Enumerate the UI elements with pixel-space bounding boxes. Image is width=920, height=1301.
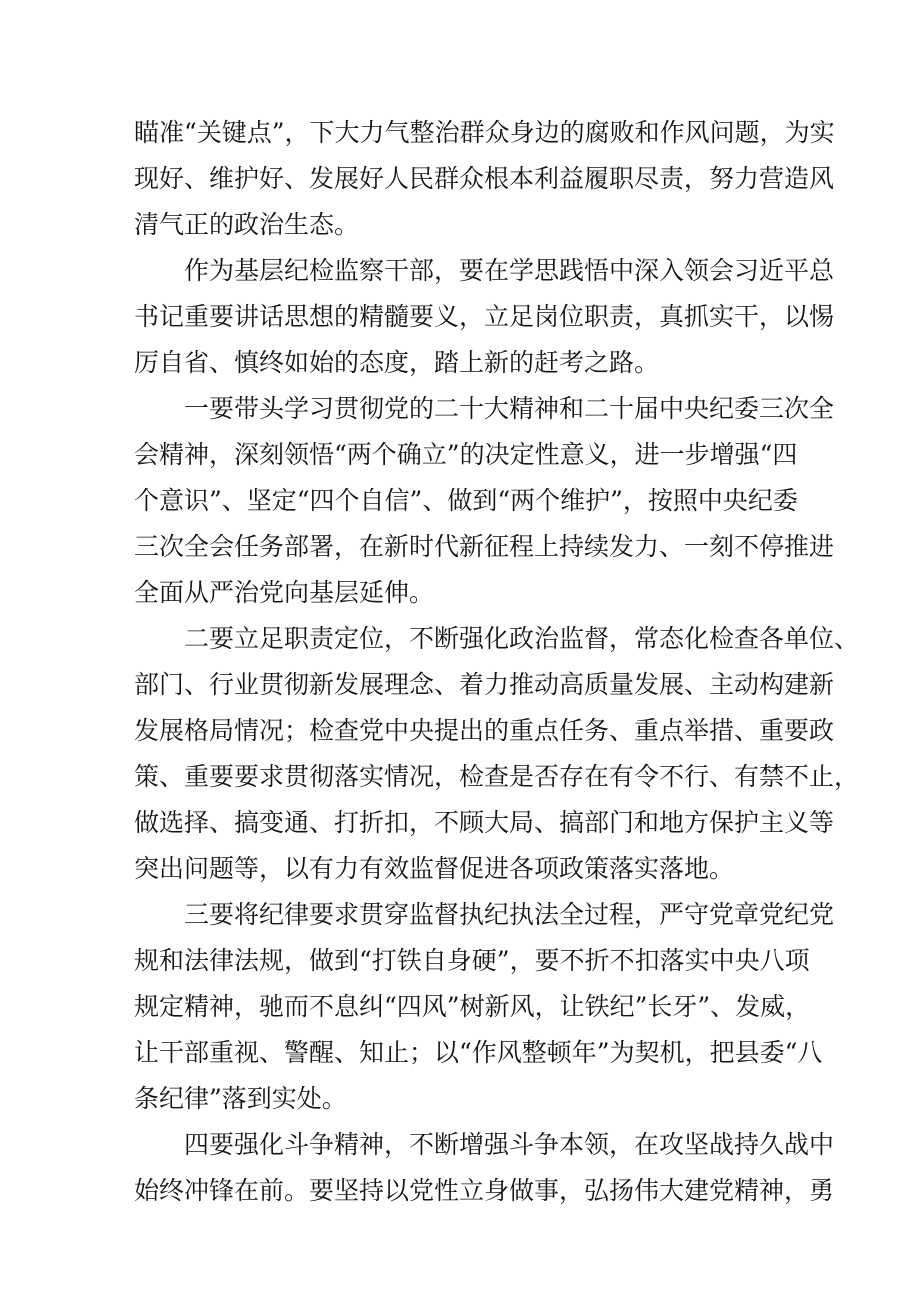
paragraph: [134, 386, 835, 616]
paragraph: [134, 616, 860, 892]
text-line: 全面从严治党向基层延伸。: [134, 578, 435, 607]
text-line: 瞄准“关键点”，下大力气整治群众身边的腐败和作风问题，为实: [134, 118, 835, 147]
text-line: 个意识”、坚定“四个自信”、做到“两个维护”，按照中央纪委: [134, 486, 798, 515]
text-line: 厉自省、慎终如始的态度，踏上新的赶考之路。: [134, 348, 660, 377]
text-line: 让干部重视、警醒、知止；以“作风整顿年”为契机，把县委“八: [134, 1038, 823, 1067]
text-line: 会精神，深刻领悟“两个确立”的决定性意义，进一步增强“四: [134, 440, 798, 469]
text-line: 做选择、搞变通、打折扣，不顾大局、搞部门和地方保护主义等: [134, 808, 835, 837]
text-line: 清气正的政治生态。: [134, 210, 360, 239]
text-line: 条纪律”落到实处。: [134, 1084, 347, 1113]
text-line: 二要立足职责定位，不断强化政治监督，常态化检查各单位、: [184, 624, 860, 653]
text-line: 三次全会任务部署，在新时代新征程上持续发力、一刻不停推进: [134, 532, 835, 561]
paragraph: [134, 248, 835, 386]
text-line: 始终冲锋在前。要坚持以党性立身做事，弘扬伟大建党精神，勇: [134, 1176, 835, 1205]
text-line: 书记重要讲话思想的精髓要义，立足岗位职责，真抓实干，以惕: [134, 302, 835, 331]
text-line: 现好、维护好、发展好人民群众根本利益履职尽责，努力营造风: [134, 164, 835, 193]
text-line: 一要带头学习贯彻党的二十大精神和二十届中央纪委三次全: [184, 394, 835, 423]
text-line: 规定精神，驰而不息纠“四风”树新风，让铁纪”长牙”、发威，: [134, 992, 811, 1021]
paragraph: [134, 110, 835, 248]
text-line: 作为基层纪检监察干部，要在学思践悟中深入领会习近平总: [184, 256, 835, 285]
text-line: 突出问题等，以有力有效监督促进各项政策落实落地。: [134, 854, 735, 883]
text-line: 三要将纪律要求贯穿监督执纪执法全过程，严守党章党纪党: [184, 900, 835, 929]
text-line: 四要强化斗争精神，不断增强斗争本领，在攻坚战持久战中: [184, 1130, 835, 1159]
text-line: 策、重要要求贯彻落实情况，检查是否存在有令不行、有禁不止，: [134, 762, 860, 791]
text-line: 规和法律法规，做到“打铁自身硬”，要不折不扣落实中央八项: [134, 946, 810, 975]
text-line: 部门、行业贯彻新发展理念、着力推动高质量发展、主动构建新: [134, 670, 835, 699]
paragraph: [134, 892, 835, 1122]
document-body: [134, 110, 860, 1214]
text-line: 发展格局情况；检查党中央提出的重点任务、重点举措、重要政: [134, 716, 835, 745]
paragraph: [134, 1122, 835, 1214]
